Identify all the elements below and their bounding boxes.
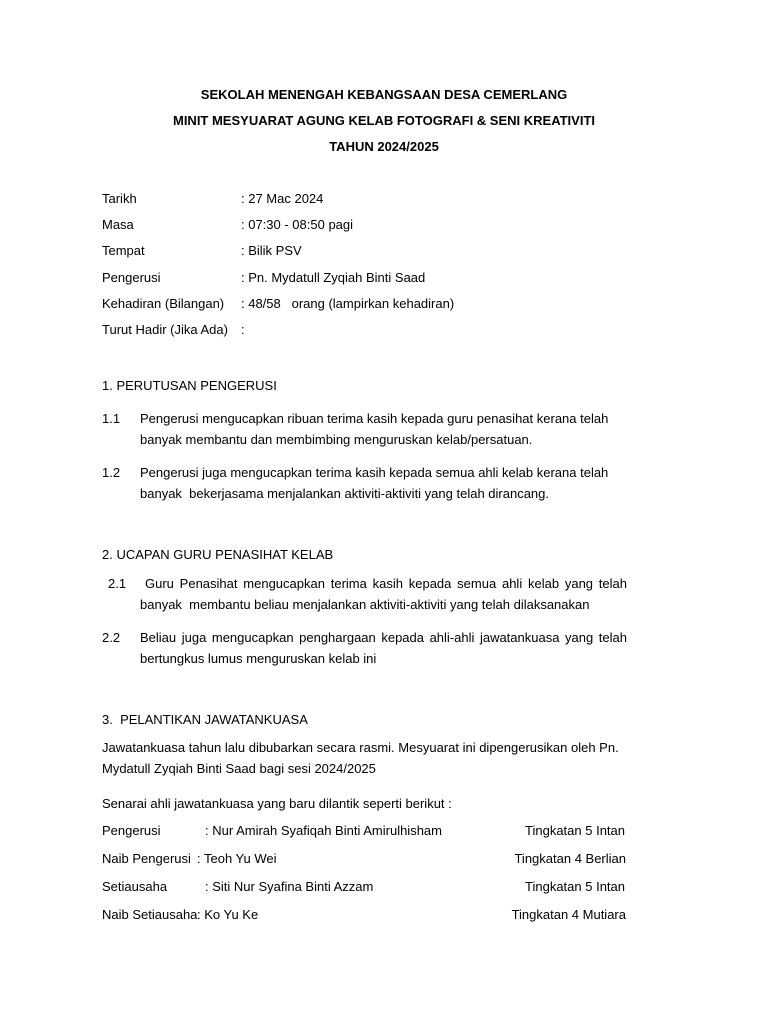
committee-role: Naib Pengerusi [102,851,191,866]
school-name: SEKOLAH MENENGAH KEBANGSAAN DESA CEMERLANG [200,87,568,102]
section-heading: 1. PERUTUSAN PENGERUSI [102,378,277,393]
info-label-date: Tarikh [102,191,137,206]
minutes-title: MINIT MESYUARAT AGUNG KELAB FOTOGRAFI & SENI KREATIVITI [172,113,596,128]
item-text: Pengerusi mengucapkan ribuan terima kasih kepada guru penasihat kerana telah banyak membantu dan membimbing menguruskan kelab/persatuan. [140,411,609,447]
committee-name: : Teoh Yu Wei [197,851,277,866]
info-value-place: : Bilik PSV [241,243,302,258]
info-label-also-present: Turut Hadir (Jika Ada) [102,322,228,337]
committee-form: Tingkatan 4 Berlian [514,851,626,866]
item-number: 2.2 [102,630,121,645]
committee-form: Tingkatan 5 Intan [525,823,625,838]
session-year: TAHUN 2024/2025 [329,139,439,154]
info-label-chair: Pengerusi [102,270,161,285]
committee-role: Pengerusi [102,823,161,838]
info-value-chair: : Pn. Mydatull Zyqiah Binti Saad [241,270,426,285]
item-number: 1.1 [102,411,121,426]
item-text: Guru Penasihat mengucapkan terima kasih kepada semua ahli kelab yang telah banyak membantu beliau menjalankan aktiviti-aktiviti yang telah dilaksanakan [140,576,631,612]
committee-role: Naib Setiausaha [102,907,198,922]
info-value-also-present: : [241,322,245,337]
committee-list-intro: Senarai ahli jawatankuasa yang baru dilantik seperti berikut : [102,796,452,811]
committee-name: : Nur Amirah Syafiqah Binti Amirulhisham [205,823,442,838]
info-label-place: Tempat [102,243,145,258]
section-intro: Jawatankuasa tahun lalu dibubarkan secara rasmi. Mesyuarat ini dipengerusikan oleh Pn. Mydatull Zyqiah Binti Saad bagi sesi 2024/2025 [102,740,619,776]
info-value-attendance: : 48/58 orang (lampirkan kehadiran) [241,296,455,311]
item-text: Beliau juga mengucapkan penghargaan kepada ahli-ahli jawatankuasa yang telah bertungkus lumus menguruskan kelab ini [140,630,627,666]
committee-name: : Ko Yu Ke [197,907,259,922]
section-heading: 3. PELANTIKAN JAWATANKUASA [102,712,308,727]
section-heading: 2. UCAPAN GURU PENASIHAT KELAB [102,547,334,562]
committee-role: Setiausaha [102,879,168,894]
info-value-time: : 07:30 - 08:50 pagi [241,217,354,232]
info-value-date: : 27 Mac 2024 [241,191,324,206]
committee-name: : Siti Nur Syafina Binti Azzam [205,879,374,894]
info-label-attendance: Kehadiran (Bilangan) [102,296,225,311]
committee-form: Tingkatan 4 Mutiara [511,907,626,922]
info-label-time: Masa [102,217,134,232]
item-number: 1.2 [102,465,121,480]
committee-form: Tingkatan 5 Intan [525,879,625,894]
item-text: Pengerusi juga mengucapkan terima kasih kepada semua ahli kelab kerana telah banyak bekerjasama menjalankan aktiviti-aktiviti yang telah dirancang. [140,465,612,501]
item-number: 2.1 [108,576,127,591]
